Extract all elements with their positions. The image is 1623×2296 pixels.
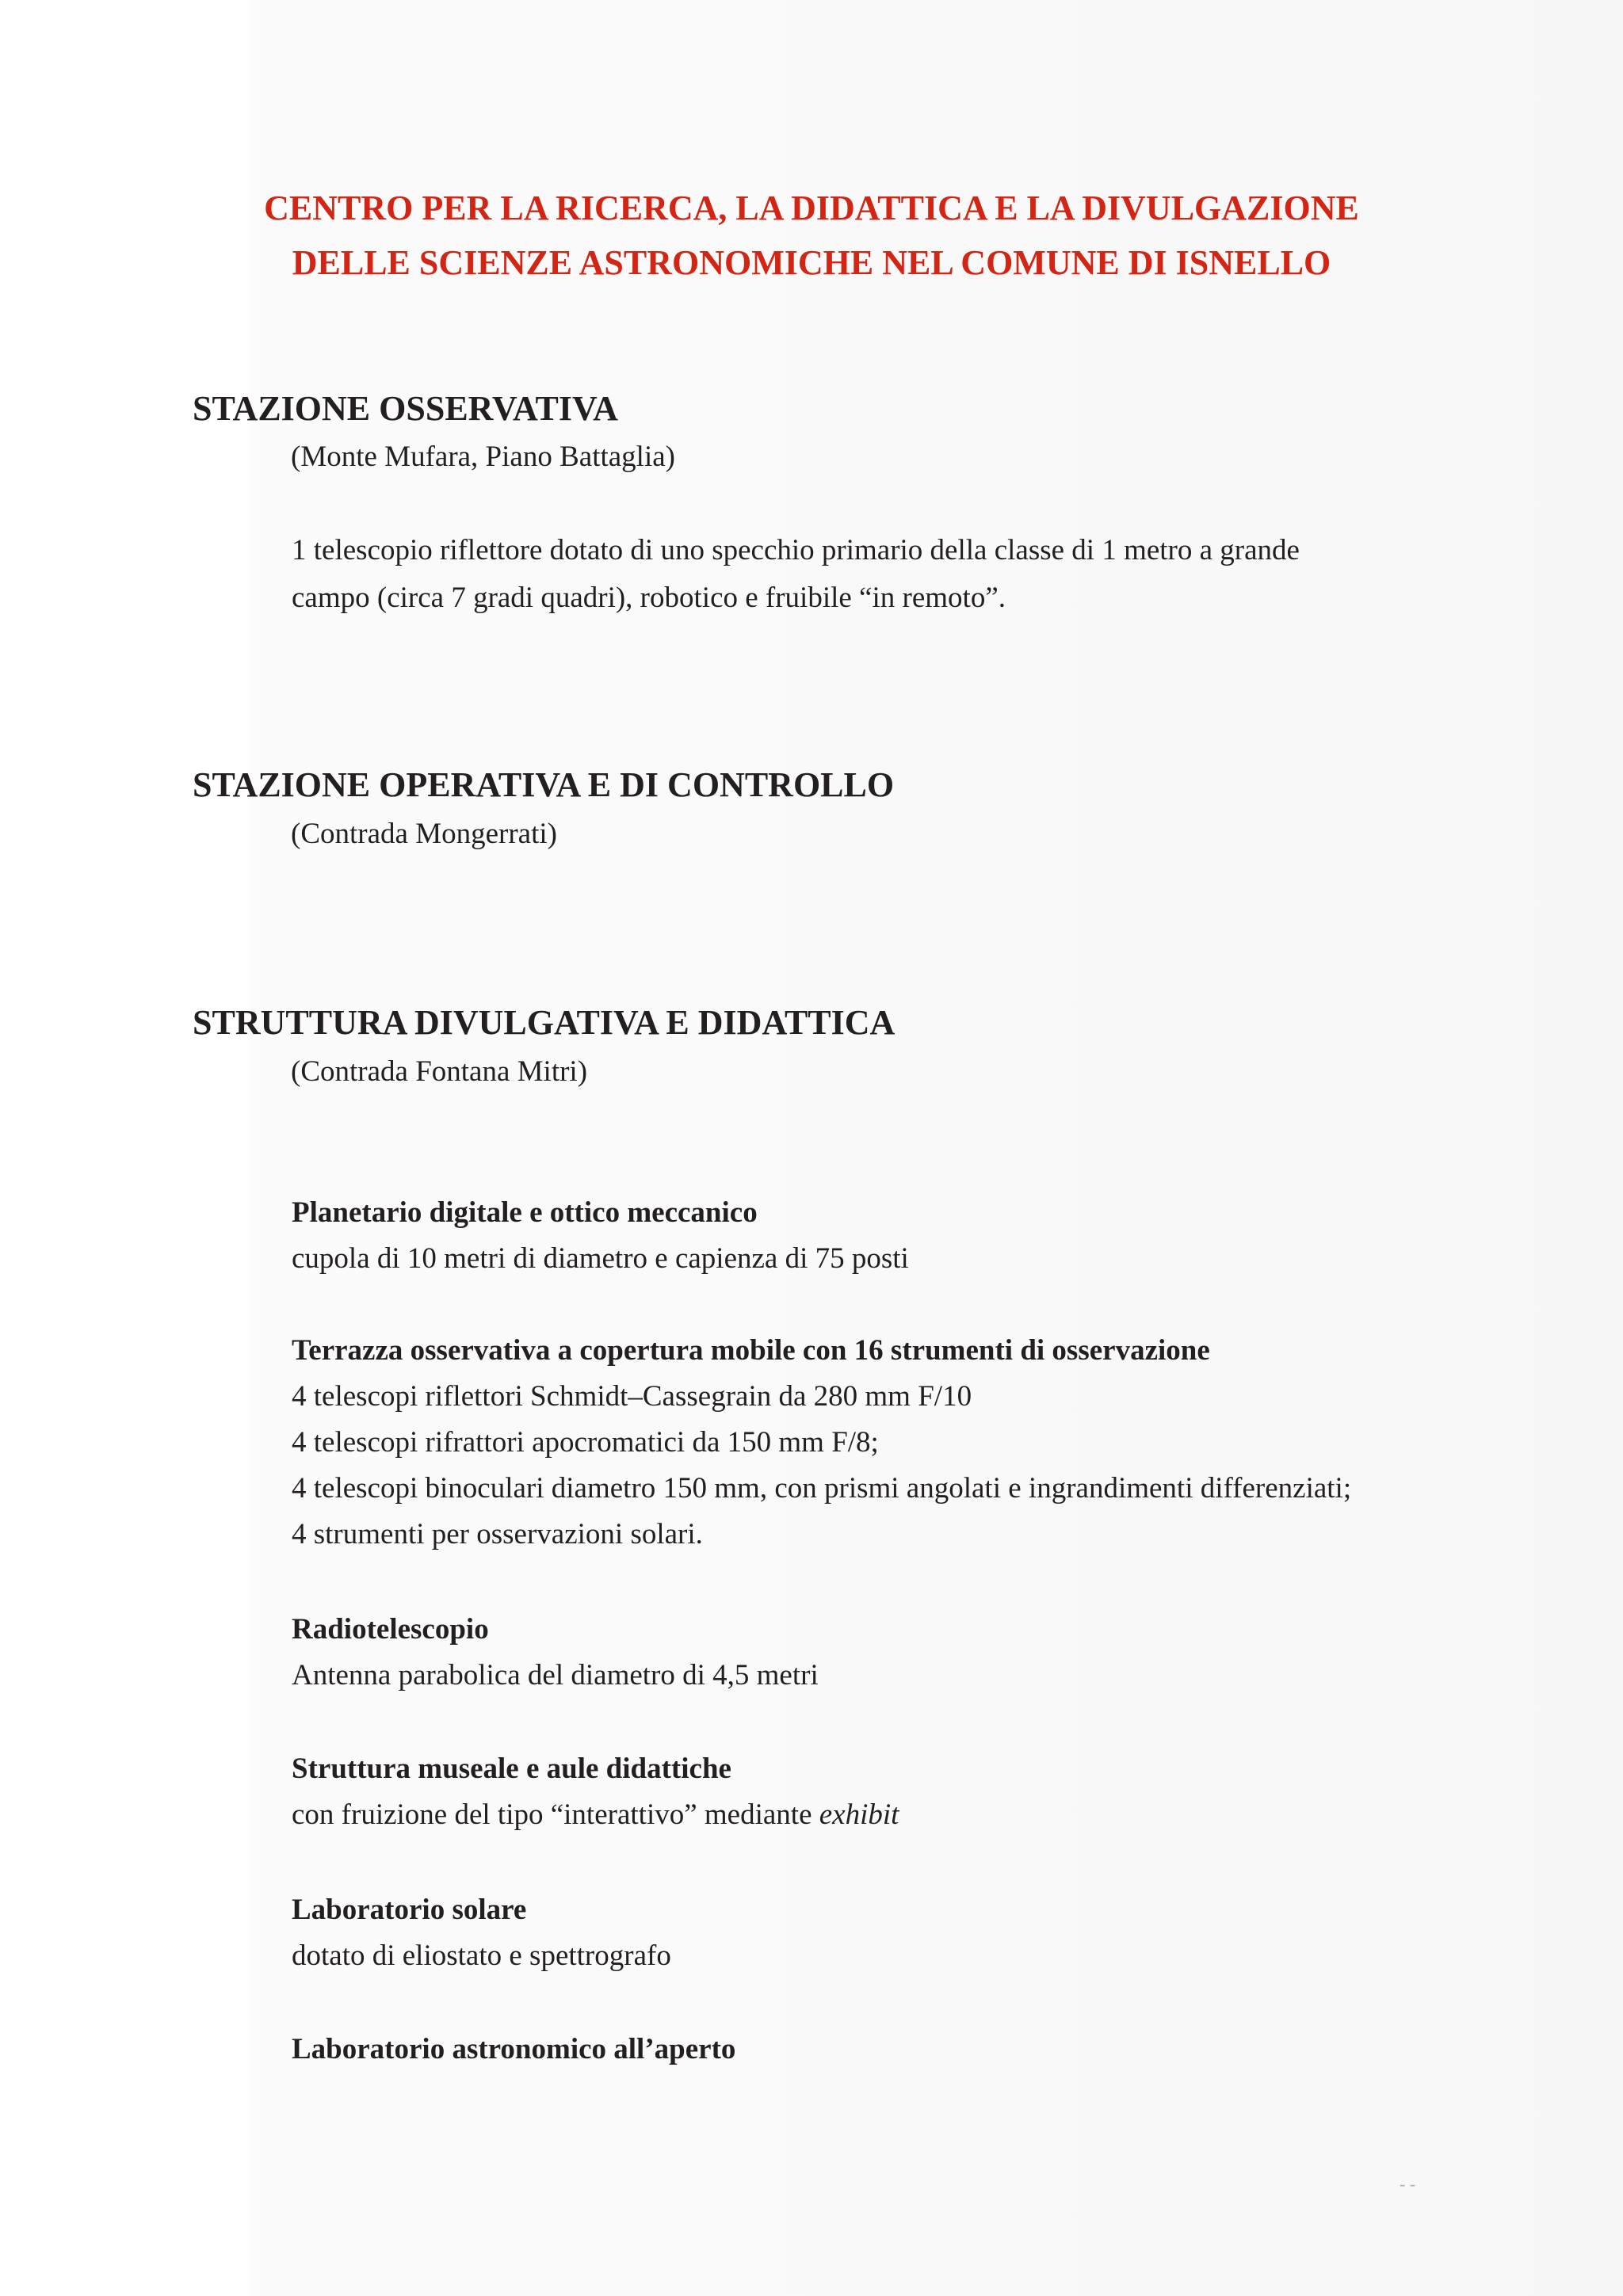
- item-line-radiotelescopio: Antenna parabolica del diametro di 4,5 metri: [292, 1659, 819, 1691]
- section-location-fontana-mitri: (Contrada Fontana Mitri): [291, 1055, 588, 1088]
- item-title-struttura-museale: Struttura museale e aule didattiche: [292, 1753, 731, 1785]
- item-line-struttura-museale: [292, 1792, 899, 1838]
- section-heading-stazione-osservativa: STAZIONE OSSERVATIVA: [193, 389, 618, 428]
- item-title-laboratorio-astronomico: Laboratorio astronomico all’aperto: [292, 2033, 736, 2065]
- section-location-mongerrati: (Contrada Mongerrati): [291, 818, 557, 850]
- item-title-radiotelescopio: Radiotelescopio: [292, 1613, 489, 1646]
- document-title-line-1: CENTRO PER LA RICERCA, LA DIDATTICA E LA DIVULGAZIONE: [264, 189, 1359, 227]
- item-line-laboratorio-solare: dotato di eliostato e spettrografo: [292, 1939, 671, 1972]
- document-title-line-2: DELLE SCIENZE ASTRONOMICHE NEL COMUNE DI ISNELLO: [292, 243, 1331, 282]
- item-line-struttura-museale-italic: exhibit: [819, 1798, 899, 1831]
- telescope-description-line-1: 1 telescopio riflettore dotato di uno specchio primario della classe di 1 metro a grande: [292, 534, 1300, 566]
- item-title-terrazza: Terrazza osservativa a copertura mobile con 16 strumenti di osservazione: [292, 1334, 1210, 1367]
- item-line-struttura-museale-text: con fruizione del tipo “interattivo” mediante: [292, 1798, 819, 1831]
- item-title-laboratorio-solare: Laboratorio solare: [292, 1894, 527, 1926]
- item-line-terrazza-3: 4 telescopi binoculari diametro 150 mm, con prismi angolati e ingrandimenti differenziati;: [292, 1472, 1352, 1505]
- section-heading-struttura-divulgativa: STRUTTURA DIVULGATIVA E DIDATTICA: [193, 1003, 896, 1042]
- item-line-terrazza-1: 4 telescopi riflettori Schmidt–Cassegrain da 280 mm F/10: [292, 1380, 972, 1413]
- page-number: - -: [1400, 2174, 1416, 2194]
- item-line-terrazza-2: 4 telescopi rifrattori apocromatici da 150 mm F/8;: [292, 1426, 879, 1459]
- section-heading-stazione-operativa: STAZIONE OPERATIVA E DI CONTROLLO: [193, 765, 895, 804]
- item-line-planetario: cupola di 10 metri di diametro e capienza di 75 posti: [292, 1242, 909, 1275]
- section-location-monte-mufara: (Monte Mufara, Piano Battaglia): [291, 441, 675, 473]
- item-line-terrazza-4: 4 strumenti per osservazioni solari.: [292, 1518, 703, 1550]
- item-title-planetario: Planetario digitale e ottico meccanico: [292, 1196, 758, 1229]
- telescope-description-line-2: campo (circa 7 gradi quadri), robotico e fruibile “in remoto”.: [292, 582, 1006, 614]
